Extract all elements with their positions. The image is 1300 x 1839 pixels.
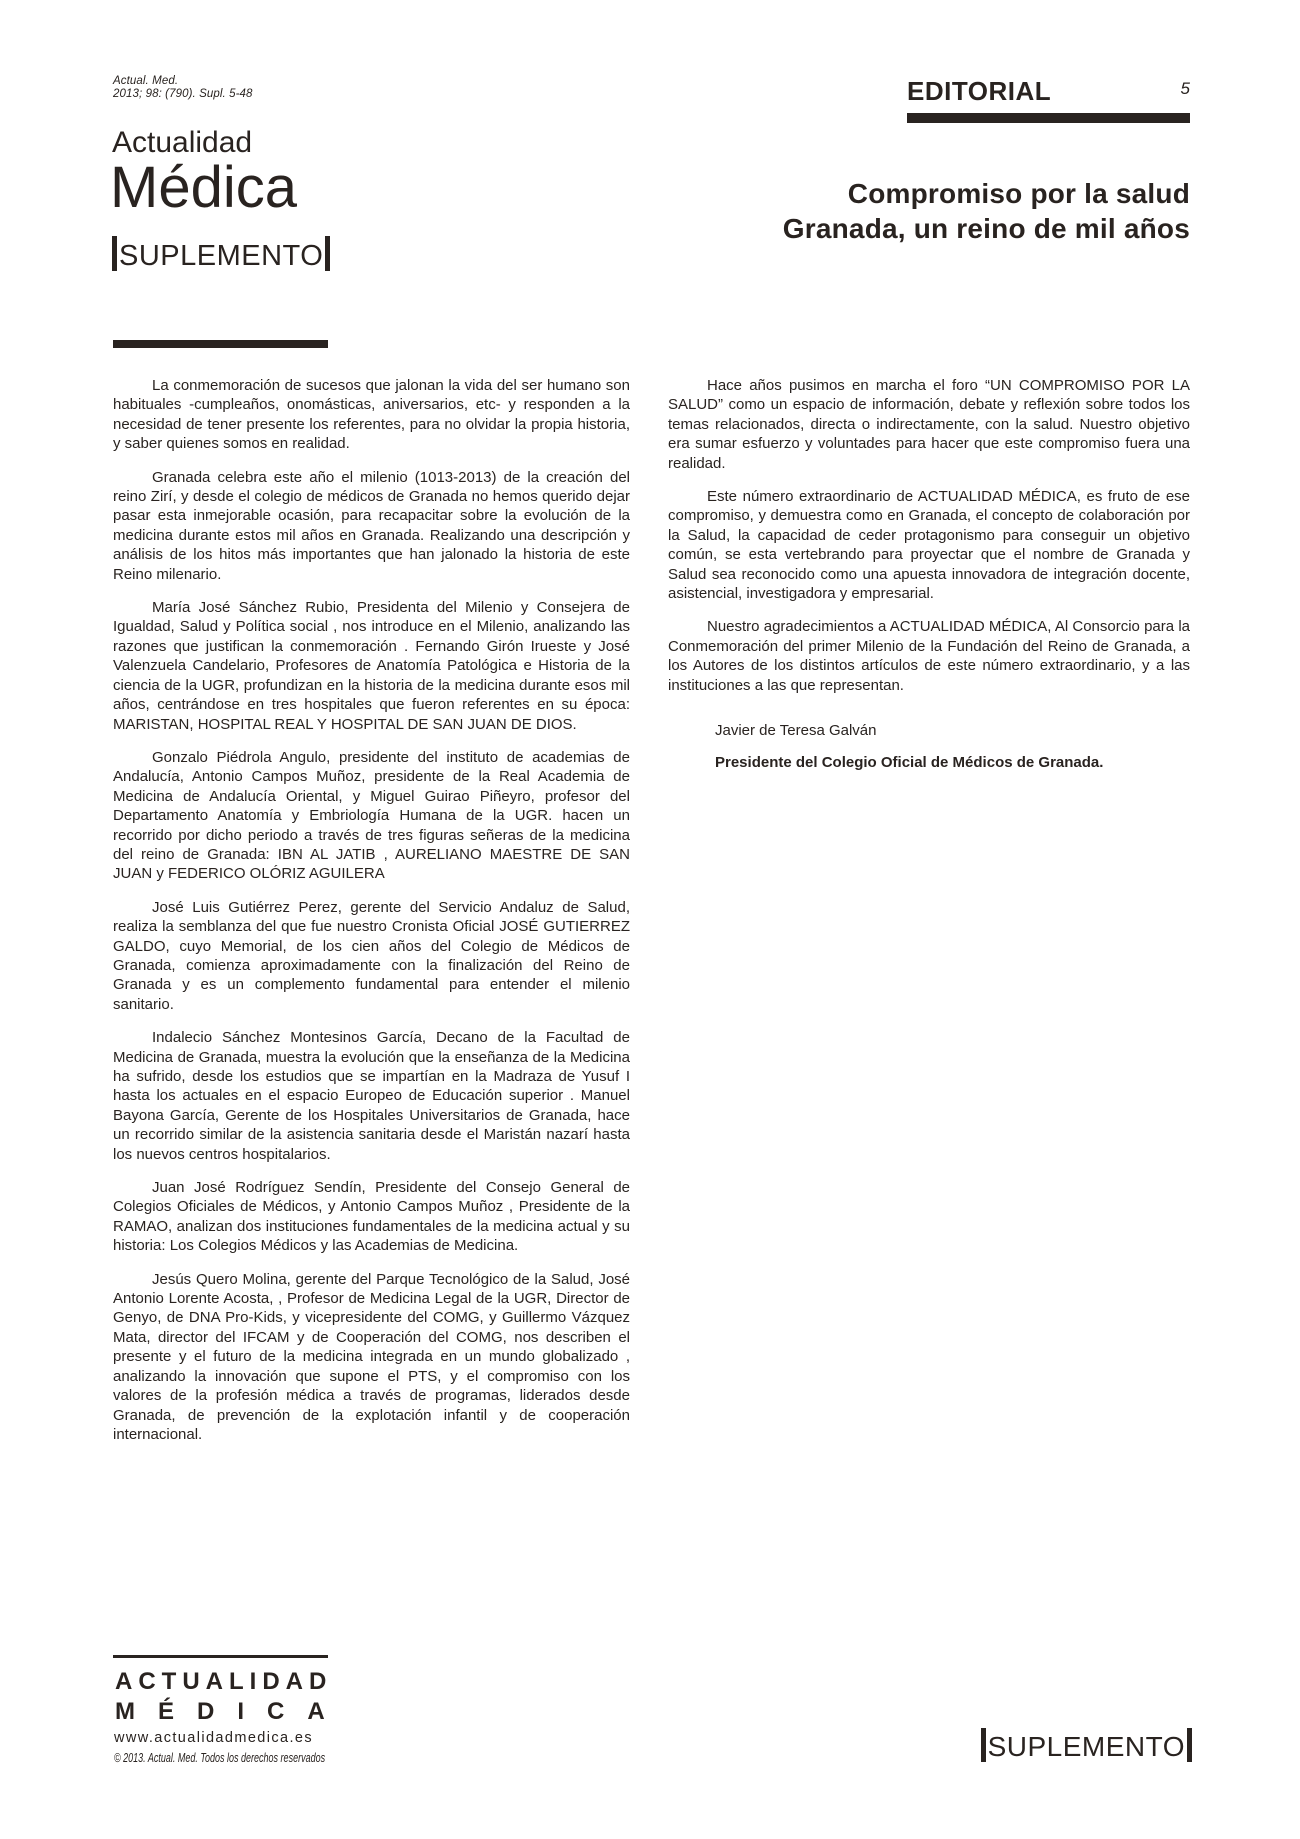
left-column <box>113 376 630 1458</box>
footer-copyright: © 2013. Actual. Med. Todos los derechos reservados <box>114 1751 326 1765</box>
masthead-supplement-label <box>112 236 330 276</box>
journal-reference <box>113 75 253 100</box>
signature-role: Presidente del Colegio Oficial de Médicos de Granada. <box>715 753 1104 771</box>
vertical-bar-decoration <box>1187 1728 1192 1762</box>
masthead-title-line2: Médica <box>110 155 297 220</box>
footer-supplement-text: SUPLEMENTO <box>987 1731 1185 1762</box>
page-number: 5 <box>1180 79 1190 98</box>
paragraph: La conmemoración de sucesos que jalonan la vida del ser humano son habituales -cumpleaños, onomásticas, aniversarios, etc- y responden a la necesidad de tener presente los referentes, para no olvidar la propia historia, y saber quienes somos en realidad. <box>113 377 630 453</box>
journal-reference-line2: 2013; 98: (790). Supl. 5-48 <box>113 87 253 100</box>
paragraph: Gonzalo Piédrola Angulo, presidente del instituto de academias de Andalucía, Antonio Campos Muñoz, presidente de la Real Academia de Medicina de Andalucía Oriental, y Miguel Guirao Piñeyro, profesor del Departamento Anatomía y Embriología Humana de la UGR. hacen un recorrido por dicho periodo a través de tres figuras señeras de la medicina del reino de Granada: IBN AL JATIB , AURELIANO MAESTRE DE SAN JUAN y FEDERICO OLÓRIZ AGUILERA <box>113 748 630 883</box>
masthead-title-line1: Actualidad <box>112 126 253 159</box>
paragraph: Juan José Rodríguez Sendín, Presidente del Consejo General de Colegios Oficiales de Médicos, y Antonio Campos Muñoz , Presidente de la RAMAO, analizan dos instituciones fundamentales de la medicina actual y su historia: Los Colegios Médicos y las Academias de Medicina. <box>113 1179 630 1255</box>
article-title-line2: Granada, un reino de mil años <box>782 213 1190 244</box>
signature-name: Javier de Teresa Galván <box>715 722 877 740</box>
footer-brand-line2: MÉDICA <box>115 1698 348 1725</box>
column-rule <box>113 340 328 348</box>
section-rule <box>907 113 1190 123</box>
article-title-line1: Compromiso por la salud <box>847 178 1190 209</box>
article-title <box>668 176 1190 246</box>
masthead-supplement-text: SUPLEMENTO <box>119 240 324 272</box>
right-column <box>668 376 1190 772</box>
paragraph: Este número extraordinario de ACTUALIDAD MÉDICA, es fruto de ese compromiso, y demuestra como en Granada, el concepto de colaboración por la Salud, la capacidad de ceder protagonismo para conseguir un objetivo común, se esta vertebrando para proyectar que el nombre de Granada y Salud sea reconocido como una apuesta innovadora de integración docente, asistencial, investigadora y empresarial. <box>668 488 1190 603</box>
vertical-bar-decoration <box>325 236 330 271</box>
paragraph: Jesús Quero Molina, gerente del Parque Tecnológico de la Salud, José Antonio Lorente Acosta, , Profesor de Medicina Legal de la UGR, Director de Genyo, de DNA Pro-Kids, y vicepresidente del COMG, y Guillermo Vázquez Mata, director del IFCAM y de Cooperación del COMG, nos describen el presente y el futuro de la medicina integrada en un mundo globalizado , analizando la innovación que supone el PTS, y el compromiso con los valores de la profesión médica a través de programas, liderados desde Granada, de prevención de la explotación infantil y de cooperación internacional. <box>113 1270 630 1443</box>
paragraph: Indalecio Sánchez Montesinos García, Decano de la Facultad de Medicina de Granada, muestra la evolución que la enseñanza de la Medicina ha sufrido, desde los estudios que se impartían en la Madraza de Yusuf I hasta los actuales en el espacio Europeo de Educación superior . Manuel Bayona García, Gerente de los Hospitales Universitarios de Granada, hace un recorrido similar de la asistencia sanitaria desde el Maristán nazarí hasta los nuevos centros hospitalarios. <box>113 1029 630 1163</box>
footer-rule <box>113 1655 328 1658</box>
journal-reference-line1: Actual. Med. <box>113 75 179 87</box>
paragraph: María José Sánchez Rubio, Presidenta del Milenio y Consejera de Igualdad, Salud y Política social , nos introduce en el Milenio, analizando las razones que justifican la conmemoración . Fernando Girón Irueste y José Valenzuela Candelario, Profesores de Anatomía Patológica e Historia de la ciencia de la UGR, profundizan en la historia de la medicina durante esos mil años, centrándose en tres hospitales que fueron referentes en su época: MARISTAN, HOSPITAL REAL Y HOSPITAL DE SAN JUAN DE DIOS. <box>113 599 630 733</box>
footer-brand-line1: ACTUALIDAD <box>115 1668 333 1695</box>
vertical-bar-decoration <box>981 1728 986 1762</box>
paragraph: Granada celebra este año el milenio (1013-2013) de la creación del reino Zirí, y desde el colegio de médicos de Granada no hemos querido dejar pasar esta inmejorable ocasión, para recapacitar sobre la evolución de la medicina durante estos mil años en Granada. Realizando una descripción y análisis de los hitos más importantes que han jalonado la historia de este Reino milenario. <box>113 468 630 583</box>
section-heading <box>907 77 1190 105</box>
footer-supplement-label <box>668 1727 1192 1767</box>
paragraph: Nuestro agradecimientos a ACTUALIDAD MÉDICA, Al Consorcio para la Conmemoración del primer Milenio de la Fundación del Reino de Granada, a los Autores de los distintos artículos de este número extraordinario, y a las instituciones a las que representan. <box>668 618 1190 694</box>
section-label: EDITORIAL <box>907 76 1052 106</box>
signature-block <box>668 721 1190 772</box>
footer-website: www.actualidadmedica.es <box>114 1730 314 1746</box>
paragraph: Hace años pusimos en marcha el foro “UN COMPROMISO POR LA SALUD” como un espacio de información, debate y reflexión sobre todos los temas relacionados, directa o indirectamente, con la salud. Nuestro objetivo era sumar esfuerzo y voluntades para hacer que este compromiso fuera una realidad. <box>668 377 1190 472</box>
paragraph: José Luis Gutiérrez Perez, gerente del Servicio Andaluz de Salud, realiza la semblanza del que fue nuestro Cronista Oficial JOSÉ GUTIERREZ GALDO, cuyo Memorial, de los cien años del Colegio de Médicos de Granada, comienza aproximadamente con la finalización del Reino de Granada y es un complemento fundamental para entender el milenio sanitario. <box>113 898 630 1013</box>
